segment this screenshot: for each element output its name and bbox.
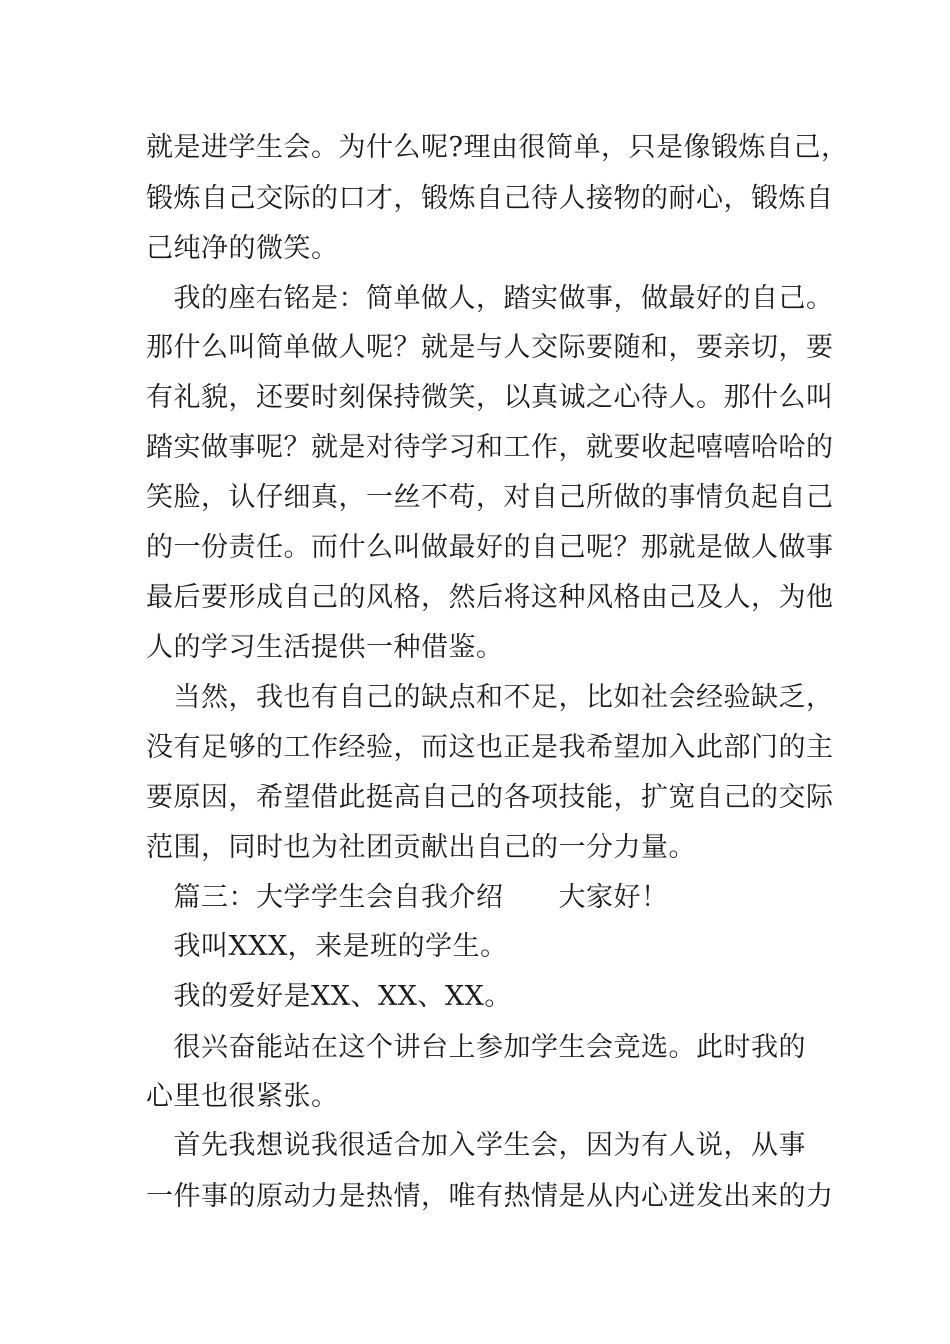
text-line: 首先我想说我很适合加入学生会，因为有人说，从事 <box>146 1130 806 1161</box>
text-line: 最后要形成自己的风格，然后将这种风格由己及人，为他 <box>146 582 834 613</box>
text-line: 人的学习生活提供一种借鉴。 <box>146 632 504 663</box>
text-line: 一件事的原动力是热情，唯有热情是从内心迸发出来的力 <box>146 1181 834 1212</box>
text-line: 我的爱好是XX、XX、XX。 <box>146 981 512 1012</box>
text-line: 要原因，希望借此挺高自己的各项技能，扩宽自己的交际 <box>146 782 834 813</box>
text-line: 很兴奋能站在这个讲台上参加学生会竞选。此时我的 <box>146 1032 806 1063</box>
text-line: 己纯净的微笑。 <box>146 233 339 264</box>
text-line: 有礼貌，还要时刻保持微笑，以真诚之心待人。那什么叫 <box>146 382 834 413</box>
text-line: 笑脸，认仔细真，一丝不苟，对自己所做的事情负起自己 <box>146 482 834 513</box>
text-line: 范围，同时也为社团贡献出自己的一分力量。 <box>146 832 696 863</box>
text-line: 心里也很紧张。 <box>146 1081 339 1112</box>
text-line: 当然，我也有自己的缺点和不足，比如社会经验缺乏， <box>146 682 834 713</box>
text-line: 就是进学生会。为什么呢?理由很简单，只是像锻炼自己， <box>146 132 849 163</box>
text-line: 我的座右铭是：简单做人，踏实做事，做最好的自己。 <box>146 283 834 314</box>
section-heading-line: 篇三：大学学生会自我介绍 大家好！ <box>146 882 669 913</box>
text-line: 锻炼自己交际的口才，锻炼自己待人接物的耐心，锻炼自 <box>146 183 834 214</box>
text-line: 那什么叫简单做人呢？就是与人交际要随和，要亲切，要 <box>146 332 834 363</box>
text-line: 没有足够的工作经验，而这也正是我希望加入此部门的主 <box>146 732 834 763</box>
text-line: 踏实做事呢？就是对待学习和工作，就要收起嘻嘻哈哈的 <box>146 432 834 463</box>
text-line: 我叫XXX，来是班的学生。 <box>146 931 508 962</box>
text-line: 的一份责任。而什么叫做最好的自己呢？那就是做人做事 <box>146 532 834 563</box>
